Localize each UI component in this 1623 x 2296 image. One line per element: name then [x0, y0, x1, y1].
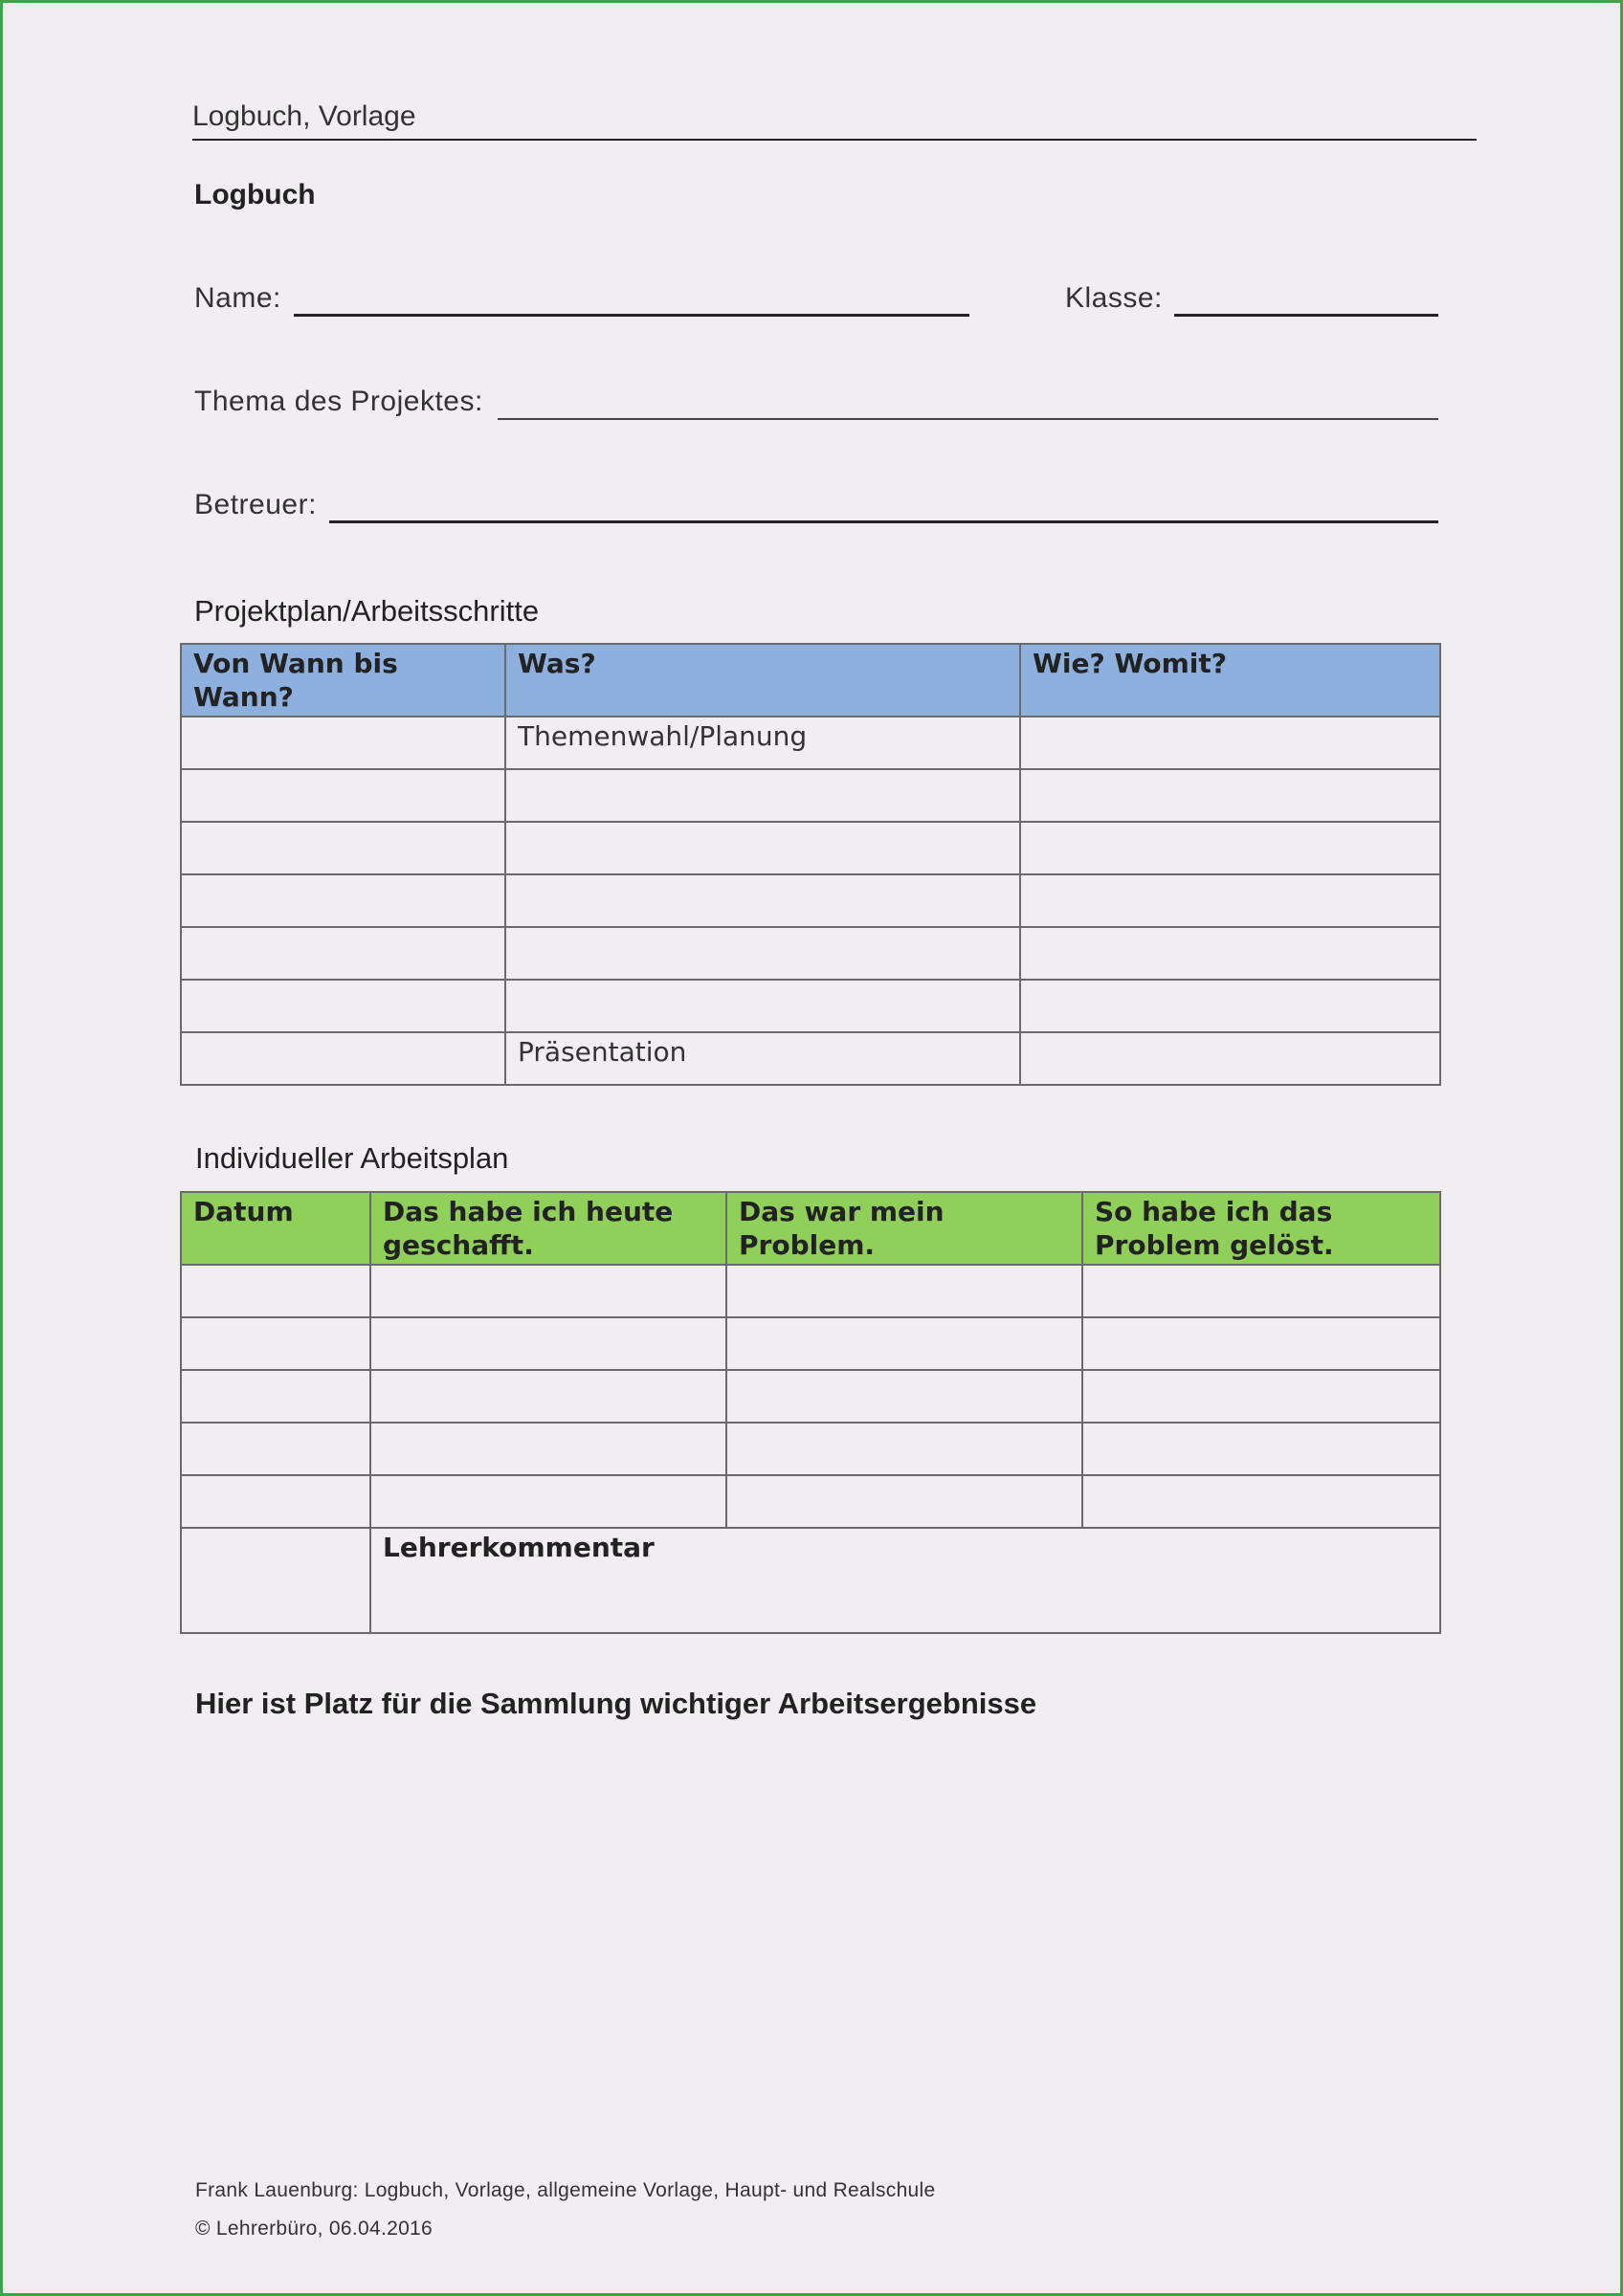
- table-cell[interactable]: [1020, 769, 1440, 822]
- table-cell[interactable]: [181, 1265, 370, 1317]
- thema-field[interactable]: [498, 418, 1438, 420]
- table-cell[interactable]: [726, 1423, 1082, 1475]
- name-label: Name:: [194, 282, 281, 314]
- column-header-wie-womit: Wie? Womit?: [1020, 644, 1440, 717]
- table-cell[interactable]: [181, 822, 505, 874]
- table-cell[interactable]: [505, 874, 1020, 927]
- table-cell[interactable]: [1020, 1032, 1440, 1085]
- table-cell[interactable]: [1082, 1423, 1440, 1475]
- footer-copyright: © Lehrerbüro, 06.04.2016: [195, 2218, 434, 2240]
- column-header-loesung: So habe ich das Problem gelöst.: [1082, 1192, 1440, 1265]
- table-cell[interactable]: Themenwahl/Planung: [505, 717, 1020, 769]
- table-cell[interactable]: [1082, 1265, 1440, 1317]
- table-cell[interactable]: [181, 717, 505, 769]
- table-cell[interactable]: [726, 1265, 1082, 1317]
- table-header-row: [181, 644, 1440, 717]
- table-cell[interactable]: [181, 1423, 370, 1475]
- table-cell[interactable]: [1020, 874, 1440, 927]
- projektplan-title: Projektplan/Arbeitsschritte: [194, 594, 540, 628]
- table-row: [181, 1423, 1440, 1475]
- document-title: Logbuch: [194, 179, 316, 210]
- table-cell[interactable]: [1082, 1370, 1440, 1423]
- footer-source: Frank Lauenburg: Logbuch, Vorlage, allgemeine Vorlage, Haupt- und Realschule: [195, 2179, 936, 2201]
- column-header-zeitraum: Von Wann bis Wann?: [181, 644, 505, 717]
- betreuer-label: Betreuer:: [194, 489, 317, 520]
- table-row: [181, 1370, 1440, 1423]
- table-cell[interactable]: [181, 1528, 370, 1633]
- table-cell[interactable]: [370, 1317, 726, 1370]
- column-header-geschafft: Das habe ich heute geschafft.: [370, 1192, 726, 1265]
- table-cell[interactable]: [181, 927, 505, 980]
- name-field[interactable]: [294, 314, 969, 317]
- table-cell[interactable]: [505, 769, 1020, 822]
- table-row: [181, 1032, 1440, 1085]
- table-row: [181, 822, 1440, 874]
- table-cell[interactable]: [181, 874, 505, 927]
- column-header-problem: Das war mein Problem.: [726, 1192, 1082, 1265]
- projektplan-table: [180, 643, 1441, 1086]
- table-row: [181, 769, 1440, 822]
- table-row: [181, 927, 1440, 980]
- table-cell[interactable]: [181, 980, 505, 1032]
- column-header-was: Was?: [505, 644, 1020, 717]
- header-title: Logbuch, Vorlage: [192, 100, 416, 132]
- klasse-field[interactable]: [1174, 314, 1438, 317]
- table-row: [181, 980, 1440, 1032]
- betreuer-field[interactable]: [329, 520, 1438, 523]
- arbeitsplan-table: [180, 1191, 1441, 1634]
- table-cell[interactable]: [1020, 980, 1440, 1032]
- table-row: [181, 874, 1440, 927]
- table-cell[interactable]: [726, 1370, 1082, 1423]
- table-cell[interactable]: [181, 1317, 370, 1370]
- header-rule: [192, 139, 1477, 141]
- arbeitsergebnisse-note: Hier ist Platz für die Sammlung wichtiger Arbeitsergebnisse: [195, 1687, 1037, 1720]
- column-header-datum: Datum: [181, 1192, 370, 1265]
- table-cell[interactable]: [181, 1370, 370, 1423]
- table-cell[interactable]: [181, 1032, 505, 1085]
- table-cell[interactable]: [505, 822, 1020, 874]
- table-cell[interactable]: [370, 1423, 726, 1475]
- table-header-row: [181, 1192, 1440, 1265]
- table-row: [181, 1475, 1440, 1528]
- table-row: [181, 1317, 1440, 1370]
- table-row: [181, 717, 1440, 769]
- table-cell[interactable]: [181, 769, 505, 822]
- table-cell[interactable]: [505, 927, 1020, 980]
- table-cell[interactable]: [726, 1317, 1082, 1370]
- table-cell[interactable]: [1082, 1317, 1440, 1370]
- klasse-label: Klasse:: [1065, 282, 1163, 314]
- table-cell[interactable]: [1020, 717, 1440, 769]
- lehrerkommentar-row: [181, 1528, 1440, 1633]
- table-cell[interactable]: [370, 1475, 726, 1528]
- table-row: [181, 1265, 1440, 1317]
- table-cell[interactable]: [1082, 1475, 1440, 1528]
- lehrerkommentar-cell[interactable]: Lehrerkommentar: [370, 1528, 1440, 1633]
- table-cell[interactable]: [505, 980, 1020, 1032]
- table-cell[interactable]: [370, 1370, 726, 1423]
- thema-label: Thema des Projektes:: [194, 386, 483, 417]
- table-cell[interactable]: [370, 1265, 726, 1317]
- table-cell[interactable]: [181, 1475, 370, 1528]
- table-cell[interactable]: Präsentation: [505, 1032, 1020, 1085]
- arbeitsplan-title: Individueller Arbeitsplan: [195, 1141, 509, 1175]
- table-cell[interactable]: [1020, 927, 1440, 980]
- table-cell[interactable]: [1020, 822, 1440, 874]
- table-cell[interactable]: [726, 1475, 1082, 1528]
